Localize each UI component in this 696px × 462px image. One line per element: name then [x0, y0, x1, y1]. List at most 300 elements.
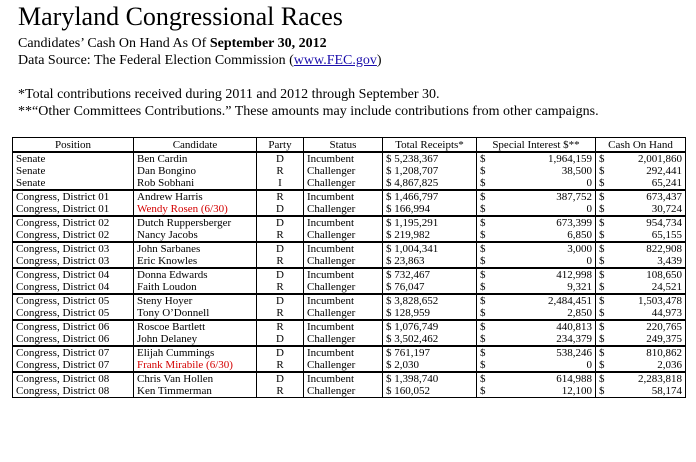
cell-special-interest	[477, 268, 596, 281]
cash-value: 2,283,818	[638, 373, 682, 385]
cell-status: Incumbent	[304, 320, 383, 333]
cash-value: 954,734	[646, 217, 682, 229]
cash-value: 44,973	[651, 307, 682, 319]
cell-status: Incumbent	[304, 346, 383, 359]
cell-candidate: Dutch Ruppersberger	[134, 216, 257, 229]
cell-candidate: Steny Hoyer	[134, 294, 257, 307]
cell-total-receipts	[383, 346, 477, 359]
currency-symbol: $	[386, 307, 392, 319]
money-value	[480, 373, 592, 385]
money-value	[480, 347, 592, 359]
special-value: 3,000	[567, 243, 592, 255]
cash-value: 65,155	[651, 229, 682, 241]
cell-position: Congress, District 06	[13, 320, 134, 333]
currency-symbol: $	[386, 177, 392, 189]
currency-symbol: $	[386, 191, 392, 203]
currency-symbol: $	[599, 255, 605, 267]
footnote-receipts: *Total contributions received during 2011 and 2012 through September 30.	[18, 87, 440, 102]
cell-cash-on-hand	[596, 152, 686, 165]
cash-value: 249,375	[646, 333, 682, 345]
cell-status: Challenger	[304, 385, 383, 398]
cell-candidate: Frank Mirabile (6/30)	[134, 359, 257, 372]
cell-status: Challenger	[304, 281, 383, 294]
cell-total-receipts	[383, 177, 477, 190]
receipts-value: 2,030	[394, 359, 419, 371]
money-value	[599, 385, 682, 397]
cell-total-receipts	[383, 190, 477, 203]
special-value: 12,100	[561, 385, 592, 397]
cell-position: Senate	[13, 165, 134, 177]
cell-total-receipts	[383, 385, 477, 398]
cell-special-interest	[477, 346, 596, 359]
money-value	[599, 333, 682, 345]
cell-cash-on-hand	[596, 307, 686, 320]
cell-status: Challenger	[304, 165, 383, 177]
money-value	[599, 307, 682, 319]
receipts-value: 732,467	[394, 269, 430, 281]
currency-symbol: $	[386, 281, 392, 293]
subtitle	[18, 35, 327, 52]
cell-special-interest	[477, 242, 596, 255]
cell-status: Incumbent	[304, 152, 383, 165]
currency-symbol: $	[480, 385, 486, 397]
cell-candidate: Ken Timmerman	[134, 385, 257, 398]
cell-status: Challenger	[304, 307, 383, 320]
money-value	[480, 153, 592, 165]
table-row	[13, 385, 686, 398]
cash-value: 30,724	[651, 203, 682, 215]
money-value	[480, 191, 592, 203]
cell-position: Congress, District 07	[13, 346, 134, 359]
cell-party: R	[257, 320, 304, 333]
cell-position: Congress, District 01	[13, 190, 134, 203]
currency-symbol: $	[480, 229, 486, 241]
currency-symbol: $	[480, 243, 486, 255]
cell-position: Congress, District 04	[13, 268, 134, 281]
money-value	[480, 165, 592, 177]
table-row	[13, 333, 686, 346]
cell-candidate: Rob Sobhani	[134, 177, 257, 190]
receipts-value: 1,076,749	[394, 321, 439, 333]
cell-total-receipts	[383, 359, 477, 372]
cell-candidate: Faith Loudon	[134, 281, 257, 294]
cash-value: 673,437	[646, 191, 682, 203]
table-row	[13, 320, 686, 333]
cell-candidate: Donna Edwards	[134, 268, 257, 281]
cell-total-receipts	[383, 307, 477, 320]
header-candidate: Candidate	[134, 138, 257, 153]
currency-symbol: $	[599, 217, 605, 229]
cell-cash-on-hand	[596, 281, 686, 294]
special-value: 38,500	[561, 165, 592, 177]
table-row	[13, 294, 686, 307]
cell-cash-on-hand	[596, 372, 686, 385]
currency-symbol: $	[599, 281, 605, 293]
cell-party: D	[257, 216, 304, 229]
cell-status: Incumbent	[304, 372, 383, 385]
table-header-row	[13, 138, 686, 153]
money-value	[480, 321, 592, 333]
cell-candidate: Wendy Rosen (6/30)	[134, 203, 257, 216]
money-value	[480, 281, 592, 293]
currency-symbol: $	[480, 177, 486, 189]
money-value	[480, 203, 592, 215]
cell-position: Congress, District 02	[13, 216, 134, 229]
cell-special-interest	[477, 177, 596, 190]
cell-total-receipts	[383, 320, 477, 333]
cell-cash-on-hand	[596, 333, 686, 346]
cell-party: I	[257, 177, 304, 190]
currency-symbol: $	[599, 243, 605, 255]
special-value: 1,964,159	[548, 153, 592, 165]
cell-total-receipts	[383, 203, 477, 216]
cell-special-interest	[477, 190, 596, 203]
cell-special-interest	[477, 203, 596, 216]
currency-symbol: $	[480, 359, 486, 371]
cash-value: 1,503,478	[638, 295, 682, 307]
cell-position: Congress, District 02	[13, 229, 134, 242]
cash-value: 822,908	[646, 243, 682, 255]
cell-position: Senate	[13, 152, 134, 165]
cell-cash-on-hand	[596, 165, 686, 177]
currency-symbol: $	[386, 321, 392, 333]
cell-party: R	[257, 165, 304, 177]
special-value: 9,321	[567, 281, 592, 293]
cell-party: D	[257, 294, 304, 307]
receipts-value: 1,398,740	[394, 373, 439, 385]
currency-symbol: $	[386, 359, 392, 371]
currency-symbol: $	[480, 373, 486, 385]
currency-symbol: $	[599, 295, 605, 307]
receipts-value: 76,047	[394, 281, 425, 293]
header-party: Party	[257, 138, 304, 153]
cell-status: Incumbent	[304, 216, 383, 229]
currency-symbol: $	[480, 217, 486, 229]
cell-special-interest	[477, 216, 596, 229]
special-value: 2,484,451	[548, 295, 592, 307]
table-row	[13, 165, 686, 177]
currency-symbol: $	[480, 321, 486, 333]
receipts-value: 128,959	[394, 307, 430, 319]
currency-symbol: $	[480, 165, 486, 177]
money-value	[599, 321, 682, 333]
cell-cash-on-hand	[596, 268, 686, 281]
cell-special-interest	[477, 385, 596, 398]
cell-candidate: Nancy Jacobs	[134, 229, 257, 242]
money-value	[480, 177, 592, 189]
cell-party: D	[257, 268, 304, 281]
header-cash-on-hand: Cash On Hand	[596, 138, 686, 153]
cell-party: R	[257, 385, 304, 398]
currency-symbol: $	[386, 203, 392, 215]
cell-total-receipts	[383, 255, 477, 268]
money-value	[599, 255, 682, 267]
table-row	[13, 281, 686, 294]
cell-status: Challenger	[304, 359, 383, 372]
cell-status: Incumbent	[304, 294, 383, 307]
currency-symbol: $	[480, 153, 486, 165]
receipts-value: 5,238,367	[394, 153, 439, 165]
cash-value: 2,001,860	[638, 153, 682, 165]
currency-symbol: $	[386, 243, 392, 255]
cell-special-interest	[477, 372, 596, 385]
cell-total-receipts	[383, 229, 477, 242]
cell-status: Incumbent	[304, 268, 383, 281]
cell-total-receipts	[383, 281, 477, 294]
cell-status: Challenger	[304, 229, 383, 242]
cell-total-receipts	[383, 294, 477, 307]
cell-total-receipts	[383, 152, 477, 165]
cell-status: Challenger	[304, 203, 383, 216]
cell-cash-on-hand	[596, 242, 686, 255]
money-value	[480, 255, 592, 267]
cell-status: Incumbent	[304, 190, 383, 203]
cell-party: R	[257, 359, 304, 372]
cell-special-interest	[477, 359, 596, 372]
special-value: 234,379	[556, 333, 592, 345]
table-row	[13, 255, 686, 268]
cell-candidate: Eric Knowles	[134, 255, 257, 268]
cell-party: R	[257, 281, 304, 294]
header-special-interest: Special Interest $**	[477, 138, 596, 153]
cell-special-interest	[477, 320, 596, 333]
cell-party: D	[257, 333, 304, 346]
currency-symbol: $	[386, 153, 392, 165]
currency-symbol: $	[599, 347, 605, 359]
currency-symbol: $	[599, 165, 605, 177]
cell-cash-on-hand	[596, 216, 686, 229]
cell-party: D	[257, 242, 304, 255]
cell-special-interest	[477, 281, 596, 294]
currency-symbol: $	[599, 385, 605, 397]
money-value	[480, 333, 592, 345]
receipts-value: 1,195,291	[394, 217, 439, 229]
money-value	[480, 217, 592, 229]
currency-symbol: $	[386, 165, 392, 177]
special-value: 6,850	[567, 229, 592, 241]
cell-party: R	[257, 190, 304, 203]
header-position: Position	[13, 138, 134, 153]
money-value	[480, 229, 592, 241]
cell-cash-on-hand	[596, 320, 686, 333]
special-value: 0	[586, 203, 592, 215]
money-value	[599, 243, 682, 255]
cell-status: Incumbent	[304, 242, 383, 255]
money-value	[599, 165, 682, 177]
receipts-value: 1,004,341	[394, 243, 439, 255]
cash-value: 65,241	[651, 177, 682, 189]
special-value: 538,246	[556, 347, 592, 359]
currency-symbol: $	[386, 269, 392, 281]
currency-symbol: $	[480, 255, 486, 267]
cell-special-interest	[477, 333, 596, 346]
cell-position: Congress, District 03	[13, 242, 134, 255]
footnote-special-interest: **“Other Committees Contributions.” These amounts may include contributions from other campaigns.	[18, 104, 599, 119]
money-value	[599, 153, 682, 165]
special-value: 412,998	[556, 269, 592, 281]
currency-symbol: $	[480, 307, 486, 319]
money-value	[480, 269, 592, 281]
cell-cash-on-hand	[596, 190, 686, 203]
currency-symbol: $	[599, 333, 605, 345]
currency-symbol: $	[480, 347, 486, 359]
table-row	[13, 203, 686, 216]
cash-value: 220,765	[646, 321, 682, 333]
cell-status: Challenger	[304, 177, 383, 190]
cell-position: Congress, District 04	[13, 281, 134, 294]
fec-link[interactable]: www.FEC.gov	[293, 53, 377, 68]
source-prefix: Data Source: The Federal Election Commission (	[18, 53, 294, 68]
cell-position: Congress, District 06	[13, 333, 134, 346]
cell-candidate: Dan Bongino	[134, 165, 257, 177]
receipts-value: 1,208,707	[394, 165, 439, 177]
currency-symbol: $	[599, 359, 605, 371]
cell-status: Challenger	[304, 255, 383, 268]
table-body	[13, 152, 686, 398]
cell-party: D	[257, 152, 304, 165]
currency-symbol: $	[480, 269, 486, 281]
cell-special-interest	[477, 294, 596, 307]
money-value	[599, 359, 682, 371]
cell-special-interest	[477, 255, 596, 268]
cell-candidate: Elijah Cummings	[134, 346, 257, 359]
cell-position: Congress, District 07	[13, 359, 134, 372]
cell-candidate: Ben Cardin	[134, 152, 257, 165]
currency-symbol: $	[386, 295, 392, 307]
cell-party: R	[257, 255, 304, 268]
cell-cash-on-hand	[596, 203, 686, 216]
currency-symbol: $	[386, 229, 392, 241]
currency-symbol: $	[599, 373, 605, 385]
money-value	[599, 229, 682, 241]
money-value	[480, 359, 592, 371]
subtitle-date: September 30, 2012	[209, 36, 327, 51]
table-row	[13, 229, 686, 242]
cell-cash-on-hand	[596, 294, 686, 307]
special-value: 2,850	[567, 307, 592, 319]
money-value	[599, 203, 682, 215]
cell-special-interest	[477, 165, 596, 177]
table-row	[13, 268, 686, 281]
table-row	[13, 307, 686, 320]
cell-position: Congress, District 03	[13, 255, 134, 268]
currency-symbol: $	[386, 255, 392, 267]
cell-special-interest	[477, 229, 596, 242]
table-row	[13, 190, 686, 203]
special-value: 0	[586, 359, 592, 371]
table-row	[13, 177, 686, 190]
cell-status: Challenger	[304, 333, 383, 346]
money-value	[480, 307, 592, 319]
currency-symbol: $	[599, 307, 605, 319]
cell-total-receipts	[383, 216, 477, 229]
currency-symbol: $	[480, 281, 486, 293]
currency-symbol: $	[386, 333, 392, 345]
receipts-value: 219,982	[394, 229, 430, 241]
receipts-value: 160,052	[394, 385, 430, 397]
special-value: 0	[586, 255, 592, 267]
cell-candidate: John Sarbanes	[134, 242, 257, 255]
cell-position: Senate	[13, 177, 134, 190]
cell-total-receipts	[383, 333, 477, 346]
currency-symbol: $	[599, 177, 605, 189]
money-value	[599, 177, 682, 189]
receipts-value: 761,197	[394, 347, 430, 359]
table-row	[13, 346, 686, 359]
page-title: Maryland Congressional Races	[18, 2, 343, 31]
receipts-value: 166,994	[394, 203, 430, 215]
cell-party: D	[257, 203, 304, 216]
currency-symbol: $	[599, 321, 605, 333]
receipts-value: 4,867,825	[394, 177, 439, 189]
table-row	[13, 242, 686, 255]
money-value	[599, 217, 682, 229]
cell-position: Congress, District 05	[13, 294, 134, 307]
special-value: 387,752	[556, 191, 592, 203]
cash-value: 2,036	[657, 359, 682, 371]
cell-cash-on-hand	[596, 385, 686, 398]
cell-cash-on-hand	[596, 255, 686, 268]
cell-cash-on-hand	[596, 177, 686, 190]
money-value	[480, 243, 592, 255]
cell-total-receipts	[383, 242, 477, 255]
special-value: 440,813	[556, 321, 592, 333]
table-row	[13, 152, 686, 165]
money-value	[599, 295, 682, 307]
cell-party: D	[257, 372, 304, 385]
receipts-value: 23,863	[394, 255, 425, 267]
source-suffix: )	[376, 53, 382, 68]
currency-symbol: $	[480, 333, 486, 345]
special-value: 614,988	[556, 373, 592, 385]
currency-symbol: $	[480, 295, 486, 307]
money-value	[599, 191, 682, 203]
cell-position: Congress, District 08	[13, 372, 134, 385]
cell-candidate: Chris Van Hollen	[134, 372, 257, 385]
cell-candidate: Andrew Harris	[134, 190, 257, 203]
subtitle-prefix: Candidates’ Cash On Hand As Of	[18, 36, 210, 51]
cell-total-receipts	[383, 165, 477, 177]
cash-value: 3,439	[657, 255, 682, 267]
money-value	[480, 385, 592, 397]
cell-special-interest	[477, 307, 596, 320]
currency-symbol: $	[599, 203, 605, 215]
cell-position: Congress, District 01	[13, 203, 134, 216]
money-value	[599, 281, 682, 293]
cell-candidate: John Delaney	[134, 333, 257, 346]
cell-party: R	[257, 307, 304, 320]
currency-symbol: $	[599, 269, 605, 281]
cell-position: Congress, District 05	[13, 307, 134, 320]
special-value: 673,399	[556, 217, 592, 229]
money-value	[480, 295, 592, 307]
cell-party: R	[257, 229, 304, 242]
receipts-value: 3,828,652	[394, 295, 439, 307]
cell-candidate: Tony O’Donnell	[134, 307, 257, 320]
cash-value: 108,650	[646, 269, 682, 281]
cell-cash-on-hand	[596, 229, 686, 242]
currency-symbol: $	[599, 153, 605, 165]
cash-value: 292,441	[646, 165, 682, 177]
data-source	[18, 52, 382, 69]
currency-symbol: $	[386, 217, 392, 229]
cell-total-receipts	[383, 268, 477, 281]
cell-total-receipts	[383, 372, 477, 385]
cash-value: 810,862	[646, 347, 682, 359]
cell-party: D	[257, 346, 304, 359]
cell-candidate: Roscoe Bartlett	[134, 320, 257, 333]
currency-symbol: $	[599, 191, 605, 203]
